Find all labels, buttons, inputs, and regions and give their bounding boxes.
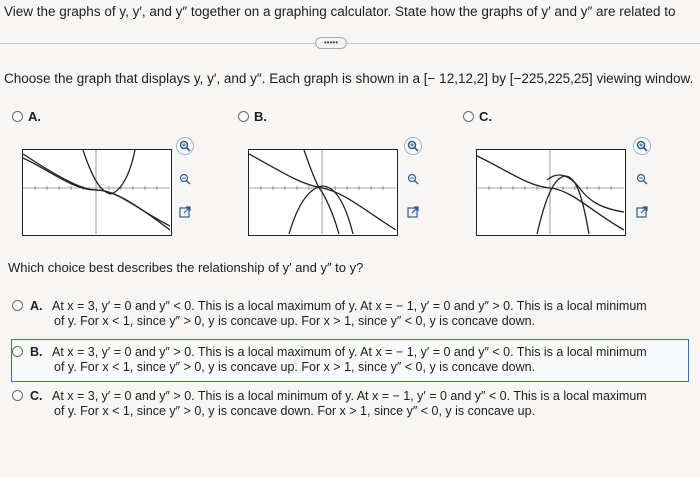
- zoom-in-icon[interactable]: [404, 137, 422, 155]
- radio-option-a[interactable]: [12, 111, 23, 122]
- curve-y-double-prime: [547, 175, 624, 212]
- open-in-new-window-icon[interactable]: [633, 203, 651, 221]
- radio-choice-a[interactable]: [12, 300, 23, 311]
- choice-b-line1: At x = 3, y′ = 0 and y″ > 0. This is a local maximum of y. At x = − 1, y′ = 0 and y″ < 0. This is a local minimum: [52, 345, 647, 359]
- choice-b-line2: of y. For x < 1, since y″ > 0, y is concave up. For x > 1, since y″ < 0, y is concave down.: [54, 360, 536, 374]
- zoom-in-icon[interactable]: [176, 137, 194, 155]
- curve-y: [477, 156, 624, 230]
- radio-option-b[interactable]: [238, 111, 249, 122]
- choice-a-letter: A.: [30, 299, 43, 313]
- radio-choice-b[interactable]: [12, 346, 23, 357]
- choice-b-letter: B.: [30, 345, 43, 359]
- choice-a-line1: At x = 3, y′ = 0 and y″ < 0. This is a local maximum of y. At x = − 1, y′ = 0 and y″ > 0. This is a local minimum: [52, 299, 647, 313]
- graph-prompt: Choose the graph that displays y, y′, and y″. Each graph is shown in a [− 12,12,2] by [−225,225,25] viewing window.: [4, 71, 694, 86]
- graph-a-plot: [23, 150, 170, 234]
- divider: [0, 43, 700, 44]
- curve-y-prime: [537, 176, 589, 234]
- open-in-new-window-icon[interactable]: [176, 203, 194, 221]
- question-text: View the graphs of y, y′, and y″ together on a graphing calculator. State how the graphs of y′ and y″ are related to: [4, 4, 676, 19]
- zoom-in-icon[interactable]: [633, 137, 651, 155]
- curve-y-prime: [23, 154, 170, 230]
- choice-a-line2: of y. For x < 1, since y″ > 0, y is concave up. For x > 1, since y″ < 0, y is concave down.: [54, 314, 536, 328]
- open-in-new-window-icon[interactable]: [404, 203, 422, 221]
- curve-y-prime: [289, 186, 353, 234]
- graph-c[interactable]: [476, 149, 626, 236]
- option-b-label: B.: [254, 109, 267, 124]
- zoom-out-icon[interactable]: [176, 170, 194, 188]
- zoom-out-icon[interactable]: [404, 170, 422, 188]
- choice-c-line1: At x = 3, y′ = 0 and y″ > 0. This is a local minimum of y. At x = − 1, y′ = 0 and y″ < 0. This is a local maximum: [52, 389, 647, 403]
- radio-choice-c[interactable]: [12, 390, 23, 401]
- graph-b[interactable]: [248, 149, 398, 236]
- answer-choice-a[interactable]: [12, 299, 688, 329]
- radio-option-c[interactable]: [463, 111, 474, 122]
- choice-c-line2: of y. For x < 1, since y″ > 0, y is concave down. For x > 1, since y″ < 0, y is concave up.: [54, 404, 536, 418]
- answer-choice-b[interactable]: [12, 345, 688, 375]
- expand-button[interactable]: •••••: [315, 37, 347, 49]
- graph-a[interactable]: [22, 149, 172, 236]
- answer-choice-c[interactable]: [12, 389, 688, 419]
- option-a-label: A.: [28, 109, 41, 124]
- graph-c-plot: [477, 150, 624, 234]
- option-c-label: C.: [479, 109, 492, 124]
- choice-c-letter: C.: [30, 389, 43, 403]
- graph-b-plot: [249, 150, 396, 234]
- zoom-out-icon[interactable]: [633, 170, 651, 188]
- relationship-question: Which choice best describes the relationship of y′ and y″ to y?: [8, 260, 364, 275]
